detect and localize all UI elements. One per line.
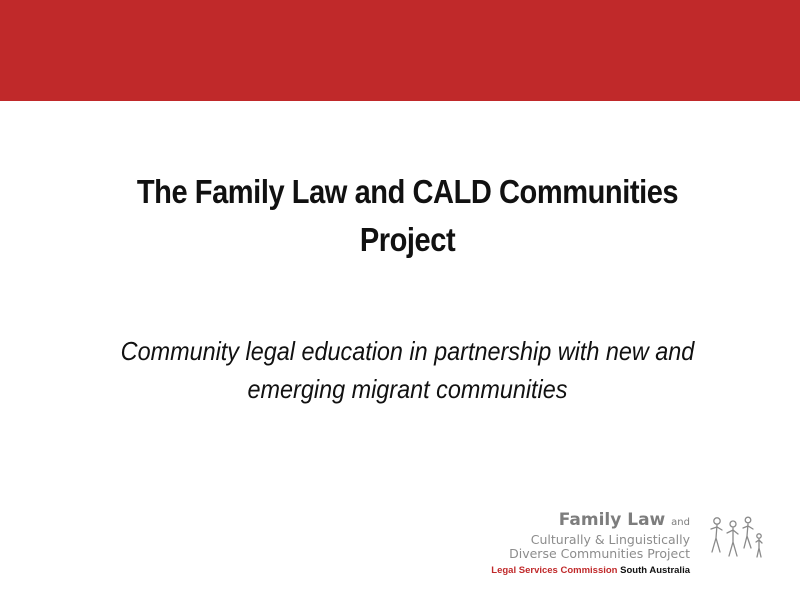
logo-line-cald: Culturally & Linguistically — [530, 532, 690, 547]
project-logo — [491, 510, 780, 585]
logo-line-organisation — [491, 565, 690, 576]
logo-line-project: Diverse Communities Project — [509, 546, 690, 561]
top-red-band — [0, 0, 800, 101]
slide-title — [84, 168, 731, 264]
subtitle-line-2: emerging migrant communities — [247, 374, 568, 404]
logo-text — [491, 510, 690, 576]
logo-line-family-law — [491, 510, 690, 533]
title-line-1: The Family Law and CALD Communities — [136, 173, 679, 210]
people-figures-icon — [707, 512, 767, 570]
subtitle-line-1: Community legal education in partnership with new and — [120, 336, 695, 366]
logo-and: and — [671, 517, 690, 528]
logo-org-state: South Australia — [620, 565, 690, 576]
logo-family-law: Family Law — [558, 510, 666, 530]
slide-subtitle — [68, 332, 748, 408]
logo-org-name: Legal Services Commission — [491, 565, 618, 576]
title-line-2: Project — [359, 221, 456, 258]
